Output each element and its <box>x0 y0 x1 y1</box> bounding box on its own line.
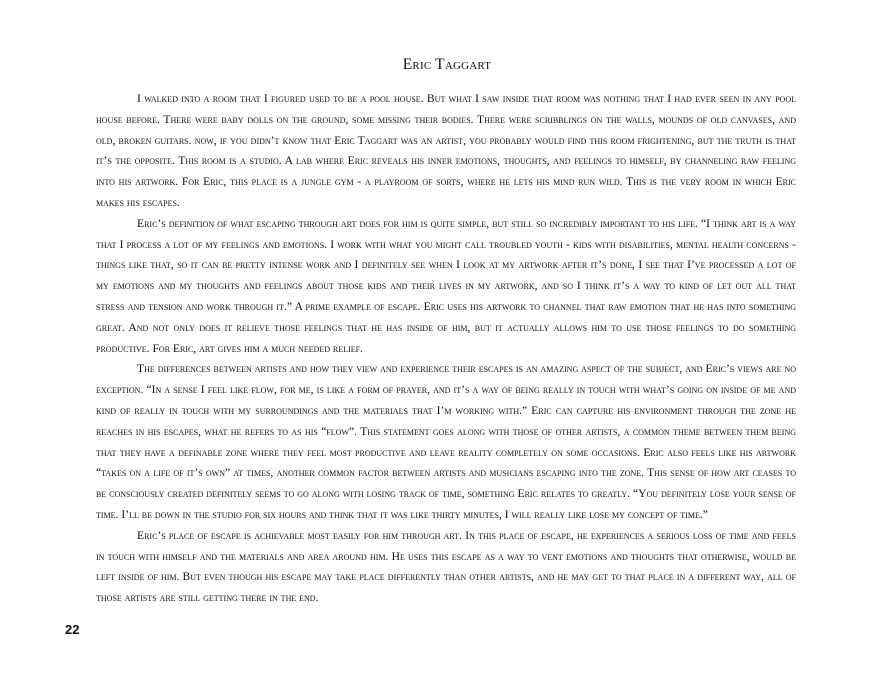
paragraph-3: The differences between artists and how they view and experience their escapes is an amazing aspect of the subject, and Eric’s views are no exception. “In a sense I feel like flow, for me, is like a form of prayer, and it’s a way of being really in touch with what’s going on inside of me and kind of really in touch with my surroundings and the materials that I’m working with.” Eric can capture his environment through the zone he reaches in his escapes, what he refers to as his “flow”. This statement goes along with those of other artists, a common theme between them being that they have a definable zone where they feel most productive and leave reality completely on some occasions. Eric also feels like his artwork “takes on a life of it’s own” at times, another common factor between artists and musicians escaping into the zone. This sense of how art ceases to be consciously created definitely seems to go along with losing track of time, something Eric relates to greatly. “You definitely lose your sense of time. I’ll be down in the studio for six hours and think that it was like thirty minutes, I will really like lose my concept of time.” <box>96 362 796 521</box>
article-body <box>96 89 796 609</box>
paragraph-4: Eric’s place of escape is achievable most easily for him through art. In this place of escape, he experiences a serious loss of time and feels in touch with himself and the materials and area around him. He uses this escape as a way to vent emotions and thoughts that otherwise, would be left inside of him. But even though his escape may take place differently than other artists, and he may get to that place in a different way, all of those artists are still getting there in the end. <box>96 528 796 605</box>
paragraph-2: Eric’s definition of what escaping through art does for him is quite simple, but still so incredibly important to his life. “I think art is a way that I process a lot of my feelings and emotions. I work with what you might call troubled youth - kids with disabilities, mental health concerns - things like that, so it can be pretty intense work and I definitely see when I look at my artwork after it’s done, I see that I’ve processed a lot of my emotions and my thoughts and feelings about those kids and their lives in my artwork, and so I think it’s a way to kind of let out all that stress and tension and work through it.” A prime example of escape. Eric uses his artwork to channel that raw emotion that he has into something great. And not only does it relieve those feelings that he has inside of him, but it actually allows him to use those feelings to do something productive. For Eric, art gives him a much needed relief. <box>96 216 796 355</box>
paragraph-1: I walked into a room that I figured used to be a pool house. But what I saw inside that room was nothing that I had ever seen in any pool house before. There were baby dolls on the ground, some missing their bodies. There were scribblings on the walls, mounds of old canvases, and old, broken guitars. now, if you didn’t know that Eric Taggart was an artist, you probably would find this room frightening, but the truth is that it’s the opposite. This room is a studio. A lab where Eric reveals his inner emotions, thoughts, and feelings to himself, by channeling raw feeling into his artwork. For Eric, this place is a jungle gym - a playroom of sorts, where he lets his mind run wild. This is the very room in which Eric makes his escapes. <box>96 92 796 209</box>
page-number: 22 <box>65 622 80 637</box>
page-title: Eric Taggart <box>402 56 492 73</box>
